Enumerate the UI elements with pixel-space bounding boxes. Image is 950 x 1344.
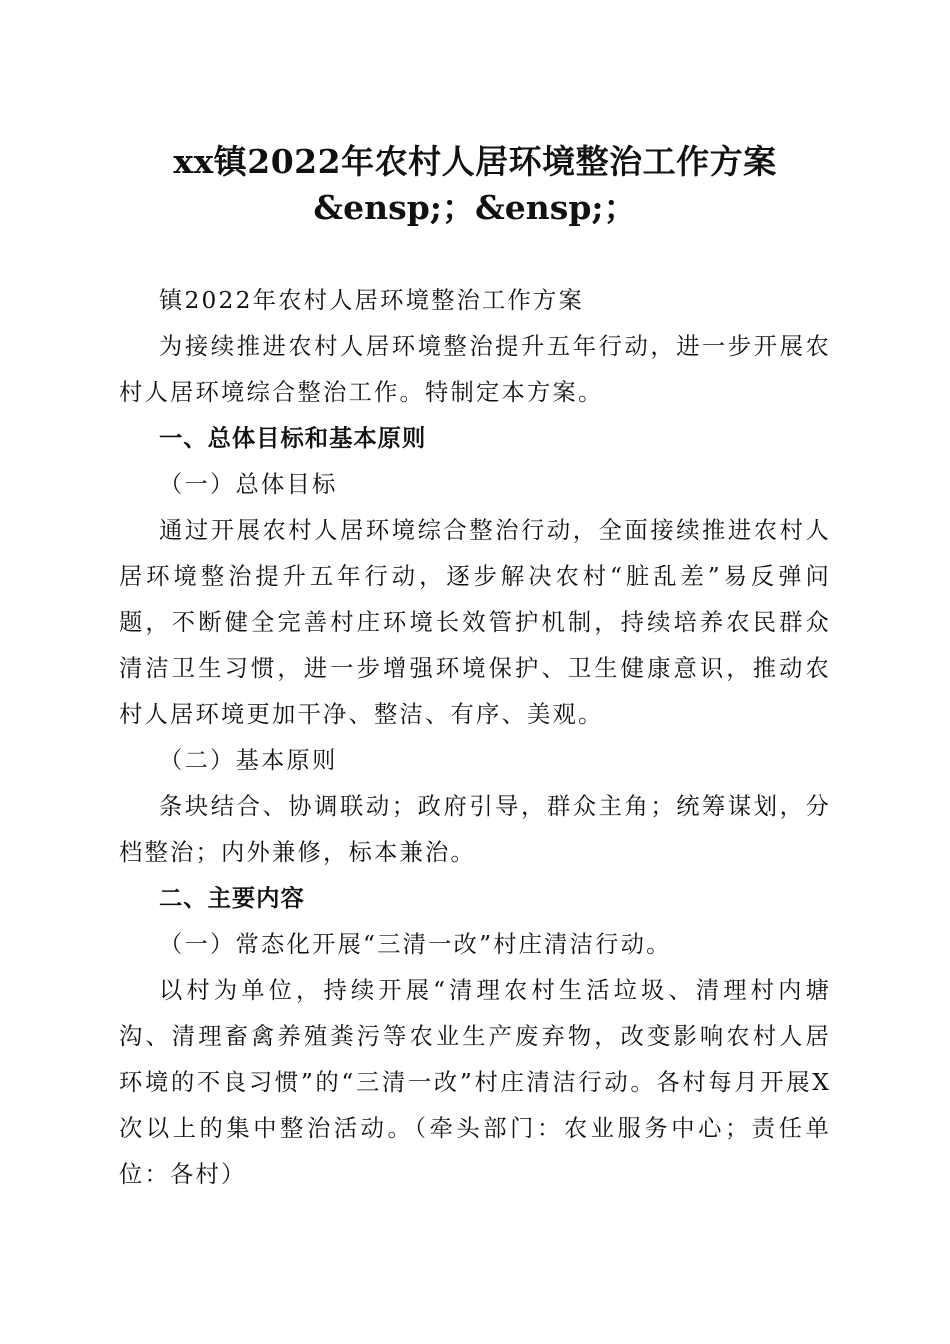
paragraph-basic-principles: 条块结合、协调联动；政府引导，群众主角；统筹谋划，分档整治；内外兼修，标本兼治。 — [119, 793, 831, 866]
paragraph-subtitle: 镇2022年农村人居环境整治工作方案 — [159, 287, 585, 314]
document-title: xx镇2022年农村人居环境整治工作方案 — [173, 142, 777, 181]
subsection-heading-2-1: （一）常态化开展“三清一改”村庄清洁行动。 — [159, 931, 672, 958]
paragraph-intro: 为接续推进农村人居环境整治提升五年行动，进一步开展农村人居环境综合整治工作。特制定本方案。 — [119, 333, 831, 406]
subsection-heading-1-1: （一）总体目标 — [159, 471, 338, 498]
paragraph-cleaning-action: 以村为单位，持续开展“清理农村生活垃圾、清理村内塘沟、清理畜禽养殖粪污等农业生产废弃物，改变影响农村人居环境的不良习惯”的“三清一改”村庄清洁行动。各村每月开展X次以上的集中整治活动。（牵头部门：农业服务中心；责任单位：各村） — [119, 977, 831, 1188]
section-heading-2: 二、主要内容 — [159, 885, 305, 912]
paragraph-overall-goal: 通过开展农村人居环境综合整治行动，全面接续推进农村人居环境整治提升五年行动，逐步解决农村“脏乱差”易反弹问题，不断健全完善村庄环境长效管护机制，持续培养农民群众清洁卫生习惯，进一步增强环境保护、卫生健康意识，推动农村人居环境更加干净、整洁、有序、美观。 — [119, 517, 831, 728]
document-title-entities: &ensp;；&ensp;； — [313, 188, 637, 227]
subsection-heading-1-2: （二）基本原则 — [159, 747, 338, 774]
section-heading-1: 一、总体目标和基本原则 — [159, 425, 427, 452]
document-body — [119, 278, 831, 1198]
